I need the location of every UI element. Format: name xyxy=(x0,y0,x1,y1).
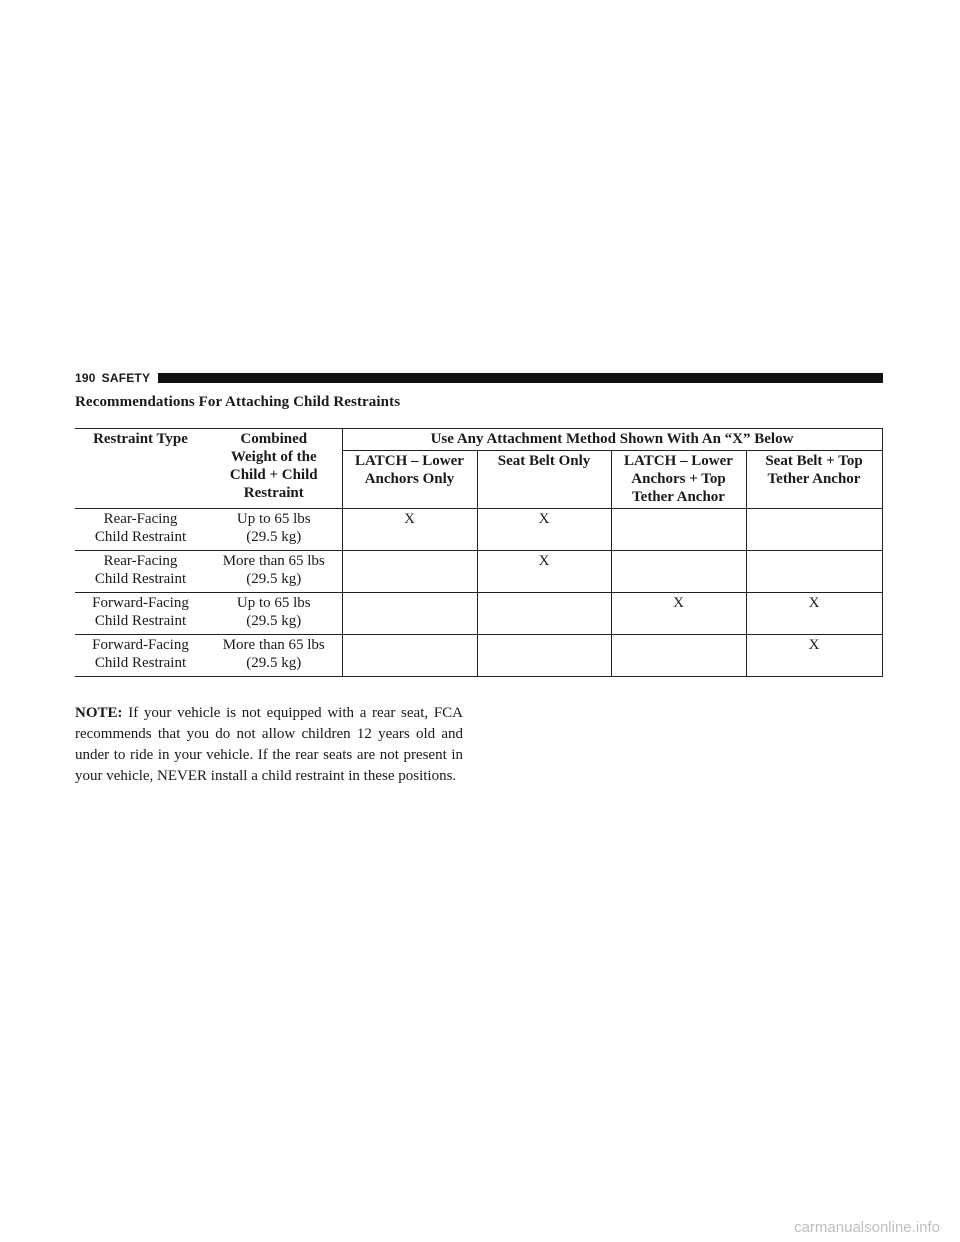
mark-cell: X xyxy=(477,509,611,551)
table-row xyxy=(75,635,882,677)
header-latch-top-tether: LATCH – Lower Anchors + Top Tether Anchor xyxy=(611,451,746,509)
mark-cell: X xyxy=(746,635,882,677)
mark-cell xyxy=(342,635,477,677)
page-title: Recommendations For Attaching Child Restraints xyxy=(75,394,401,410)
mark-cell xyxy=(342,551,477,593)
mark-cell xyxy=(342,593,477,635)
header-combined-weight: Combined Weight of the Child + Child Restraint xyxy=(206,429,342,509)
note-text: If your vehicle is not equipped with a rear seat, FCA recommends that you do not allow children 12 years old and under to ride in your vehicle. If the rear seats are not present in your vehicle, NEVER install a child restraint in these positions. xyxy=(75,705,463,784)
mark-cell: X xyxy=(746,593,882,635)
table-row xyxy=(75,509,882,551)
weight-cell: More than 65 lbs (29.5 kg) xyxy=(206,551,342,593)
note-label: NOTE: xyxy=(75,705,123,721)
mark-cell xyxy=(477,635,611,677)
header-seat-belt-only: Seat Belt Only xyxy=(477,451,611,509)
weight-cell: Up to 65 lbs (29.5 kg) xyxy=(206,509,342,551)
table-row xyxy=(75,551,882,593)
mark-cell xyxy=(746,551,882,593)
header-latch-lower-anchors: LATCH – Lower Anchors Only xyxy=(342,451,477,509)
mark-cell: X xyxy=(477,551,611,593)
note-paragraph xyxy=(75,703,463,787)
restraint-type-cell: Rear-Facing Child Restraint xyxy=(75,509,206,551)
header-rule xyxy=(158,373,883,383)
weight-cell: More than 65 lbs (29.5 kg) xyxy=(206,635,342,677)
header-seat-belt-top-tether: Seat Belt + Top Tether Anchor xyxy=(746,451,882,509)
watermark: carmanualsonline.info xyxy=(794,1219,940,1236)
page-header xyxy=(75,370,883,386)
weight-cell: Up to 65 lbs (29.5 kg) xyxy=(206,593,342,635)
page-number: 190 xyxy=(75,371,96,385)
restraint-type-cell: Forward-Facing Child Restraint xyxy=(75,635,206,677)
table-row xyxy=(75,593,882,635)
restraint-type-cell: Forward-Facing Child Restraint xyxy=(75,593,206,635)
mark-cell: X xyxy=(611,593,746,635)
mark-cell xyxy=(611,551,746,593)
mark-cell xyxy=(746,509,882,551)
header-restraint-type: Restraint Type xyxy=(75,429,206,509)
header-attachment-methods: Use Any Attachment Method Shown With An “X” Below xyxy=(342,429,882,451)
restraint-type-cell: Rear-Facing Child Restraint xyxy=(75,551,206,593)
mark-cell xyxy=(611,635,746,677)
mark-cell: X xyxy=(342,509,477,551)
section-title: SAFETY xyxy=(101,371,151,385)
mark-cell xyxy=(611,509,746,551)
mark-cell xyxy=(477,593,611,635)
child-restraint-table xyxy=(75,428,883,677)
